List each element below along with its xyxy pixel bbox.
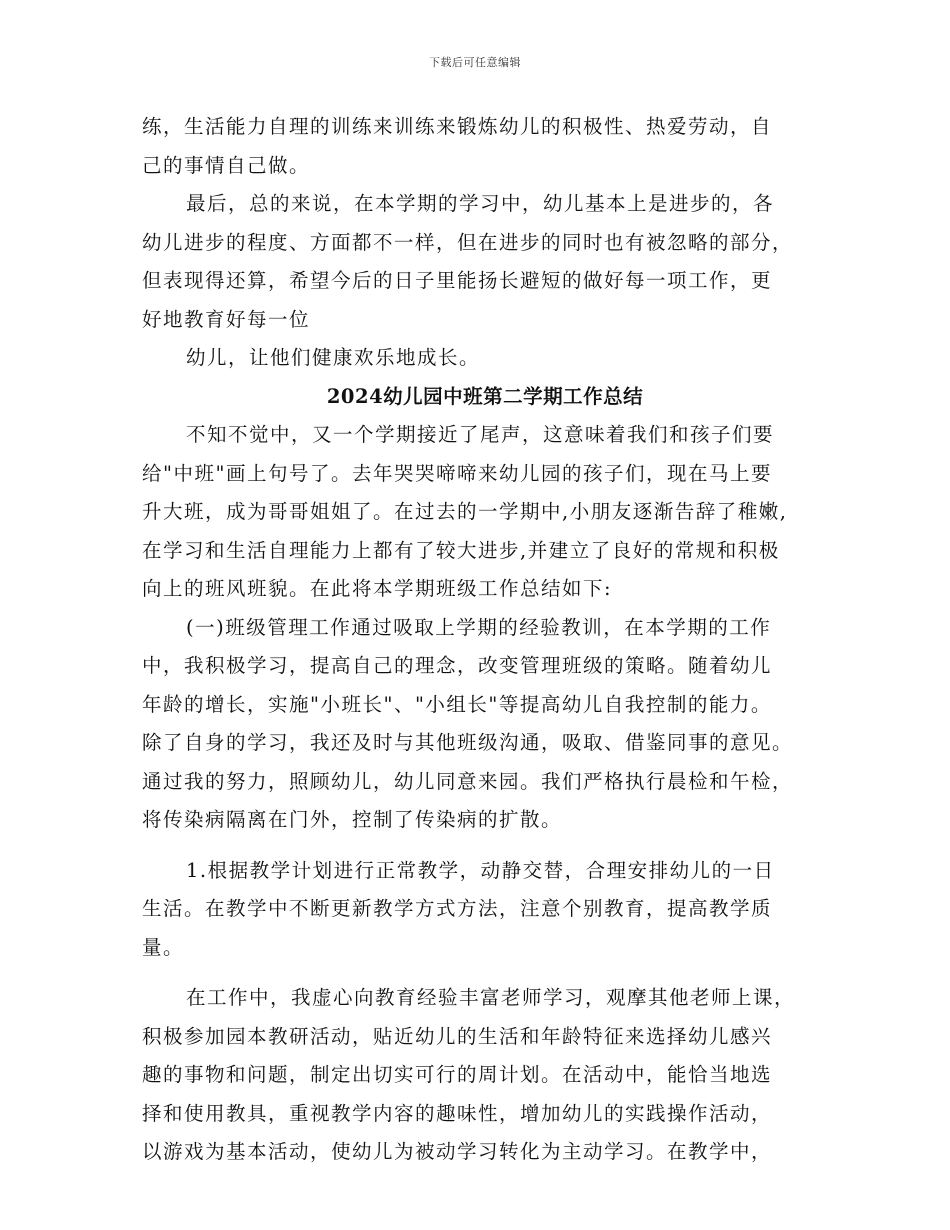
paragraph-1: [142, 108, 822, 185]
text-line: 趣的事物和问题，制定出切实可行的周计划。在活动中，能恰当地选: [142, 1063, 773, 1086]
text-line: 给"中班"画上句号了。去年哭哭啼啼来幼儿园的孩子们，现在马上要: [142, 461, 772, 485]
paragraph-spacer: [142, 967, 822, 979]
text-line: 好地教育好每一位: [142, 307, 311, 331]
text-line: 以游戏为基本活动，使幼儿为被动学习转化为主动学习。在教学中，: [142, 1140, 773, 1163]
page-header-note: 下载后可任意编辑: [429, 56, 521, 69]
paragraph-3: [142, 339, 822, 378]
text-line: 幼儿进步的程度、方面都不一样，但在进步的同时也有被忽略的部分，: [142, 230, 794, 254]
paragraph-6: [142, 852, 822, 968]
paragraph-7: [142, 979, 822, 1172]
text-line: 生活。在教学中不断更新教学方式方法，注意个别教育，提高教学质: [142, 897, 773, 920]
text-line: (一)班级管理工作通过吸取上学期的经验教训，在本学期的工作: [186, 615, 772, 639]
text-line: 练，生活能力自理的训练来训练来锻炼幼儿的积极性、热爱劳动，自: [142, 115, 773, 138]
paragraph-4: [142, 416, 822, 609]
text-line: 升大班，成为哥哥姐姐了。在过去的一学期中,小朋友逐渐告辞了稚嫩,: [142, 500, 788, 523]
text-line: 在工作中，我虚心向教育经验丰富老师学习，观摩其他老师上课，: [186, 986, 796, 1009]
text-line: 择和使用教具，重视教学内容的趣味性，增加幼儿的实践操作活动，: [142, 1101, 773, 1125]
text-line: 向上的班风班貌。在此将本学期班级工作总结如下:: [142, 577, 613, 600]
text-line: 在学习和生活自理能力上都有了较大进步,并建立了良好的常规和积极: [142, 538, 780, 562]
text-line: 中，我积极学习，提高自己的理念，改变管理班级的策略。随着幼儿: [142, 654, 773, 677]
document-body: [142, 108, 822, 1172]
text-line: 量。: [142, 935, 185, 959]
text-line: 但表现得还算，希望今后的日子里能扬长避短的做好每一项工作，更: [142, 269, 773, 292]
paragraph-5: [142, 609, 822, 840]
text-line: 除了自身的学习，我还及时与其他班级沟通，吸取、借鉴同事的意见。: [142, 731, 794, 754]
text-line: 不知不觉中，又一个学期接近了尾声，这意味着我们和孩子们要: [186, 423, 775, 446]
paragraph-2: [142, 185, 822, 339]
section-title: 2024幼儿园中班第二学期工作总结: [326, 384, 644, 408]
text-line: 积极参加园本教研活动，贴近幼儿的生活和年龄特征来选择幼儿感兴: [142, 1024, 773, 1048]
text-line: 己的事情自己做。: [142, 153, 311, 177]
text-line: 最后，总的来说，在本学期的学习中，幼儿基本上是进步的，各: [186, 192, 775, 215]
text-line: 幼儿，让他们健康欢乐地成长。: [186, 346, 481, 369]
text-line: 将传染病隔离在门外，控制了传染病的扩散。: [142, 808, 563, 831]
text-line: 年龄的增长，实施"小班长"、"小组长"等提高幼儿自我控制的能力。: [142, 692, 772, 716]
text-line: 1.根据教学计划进行正常教学，动静交替，合理安排幼儿的一日: [186, 858, 775, 882]
text-line: 通过我的努力，照顾幼儿，幼儿同意来园。我们严格执行晨检和午检，: [142, 769, 794, 793]
paragraph-spacer: [142, 840, 822, 852]
